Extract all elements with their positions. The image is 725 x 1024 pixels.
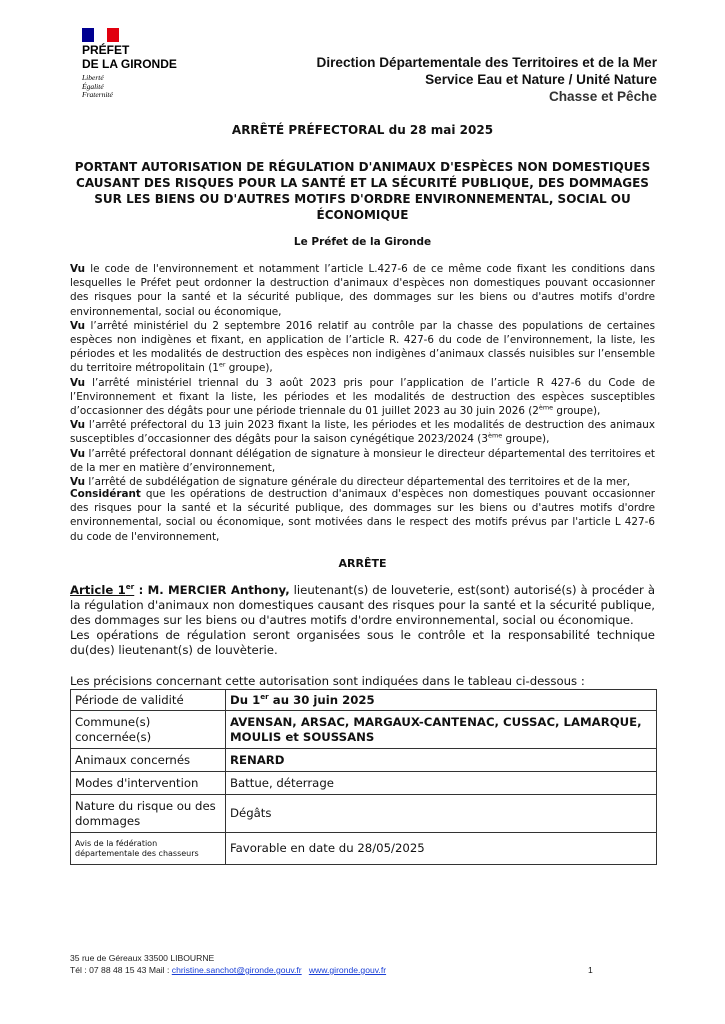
article-1-name: : M. MERCIER Anthony, (134, 583, 290, 597)
table-label: Période de validité (71, 690, 226, 711)
considerant-paragraph (70, 487, 655, 544)
vu-label: Vu (70, 263, 86, 275)
vu-text: l’arrêté préfectoral du 13 juin 2023 fixant la liste, les périodes et les modalités de destruction des animaux susceptibles d’occasionner des dégâts pour la saison cynégétique 2023/2024 (3 (70, 419, 655, 446)
table-row (71, 749, 657, 772)
prefecture-name: PRÉFET DE LA GIRONDE (82, 43, 177, 71)
table-value: Favorable en date du 28/05/2025 (226, 833, 657, 865)
vu-sup: er (218, 360, 226, 369)
table-value: Dégâts (226, 795, 657, 833)
vu-item (70, 319, 655, 376)
header-unit: Chasse et Pêche (548, 89, 657, 104)
article-1-paragraph-2: Les opérations de régulation seront organisées sous le contrôle et la responsabilité technique du(des) lieutenant(s) de louvèterie. (70, 628, 655, 657)
vu-item (70, 262, 655, 319)
republic-motto: Liberté Égalité Fraternité (82, 73, 113, 99)
header-service: Service Eau et Nature / Unité Nature (425, 72, 657, 87)
vu-label: Vu (70, 447, 86, 460)
footer-email-link[interactable]: christine.sanchot@gironde.gouv.fr (171, 965, 302, 975)
flag-white (94, 28, 106, 42)
vu-text: l’arrêté ministériel triennal du 3 août 2023 pris pour l’application de l’article R 427-6 du Code de l’Environnement et fixant la liste, les périodes et les modalités de destruction des espèces susceptibles d’occasionner des dégâts pour une période triennale du 01 juillet 2023 au 30 juin 2026 (2 (70, 376, 655, 418)
vu-label: Vu (70, 376, 86, 389)
vu-label: Vu (70, 419, 86, 432)
vu-sup: ème (538, 403, 554, 412)
table-value: RENARD (226, 749, 657, 772)
vu-text: groupe), (502, 433, 550, 446)
table-label: Animaux concernés (71, 749, 226, 772)
table-row (71, 772, 657, 795)
vu-text: groupe), (553, 405, 601, 418)
table-label: Modes d'intervention (71, 772, 226, 795)
vu-text: l’arrêté préfectoral donnant délégation de signature à monsieur le directeur départemental des territoires et de la mer en matière d’environnement, (70, 447, 655, 474)
vu-label: Vu (70, 319, 86, 332)
vu-text: le code de l'environnement et notamment l’article L.427-6 de ce même code fixant les conditions dans lesquelles le Préfet peut ordonner la destruction d'animaux d'espèces non domestiques pouvant occasionner des risques pour la santé et la sécurité publique, des dommages sur les biens ou d'autres motifs d'ordre environnemental, social ou économique, (70, 263, 655, 318)
vu-section (70, 262, 655, 489)
article-1-label: Article 1er (70, 582, 135, 597)
vu-item (70, 447, 655, 475)
portant-title: PORTANT AUTORISATION DE RÉGULATION D'ANIMAUX D'ESPÈCES NON DOMESTIQUES CAUSANT DES RISQUES POUR LA SANTÉ ET LA SÉCURITÉ PUBLIQUE, DES DOMMAGES SUR LES BIENS OU D'AUTRES MOTIFS D'ORDRE ENVIRONNEMENTAL, SOCIAL OU ÉCONOMIQUE (74, 160, 651, 222)
vu-item (70, 418, 655, 446)
vu-text: groupe), (225, 362, 273, 375)
authorization-table (70, 689, 657, 865)
article-1 (70, 583, 655, 658)
arrete-title: ARRÊTÉ PRÉFECTORAL du 28 mai 2025 (231, 123, 494, 137)
table-row (71, 690, 657, 711)
article-1-text: lieutenant(s) de louveterie, est(sont) autorisé(s) à procéder à la régulation d'animaux non domestiques causant des risques pour la santé et la sécurité publique, des dommages sur les biens ou d'autres motifs d'ordre environnemental, social ou économique. (70, 583, 655, 627)
footer-tel: Tél : 07 88 48 15 43 Mail : (70, 965, 172, 975)
table-row (71, 795, 657, 833)
vu-label: Vu (70, 476, 86, 489)
arrete-heading: ARRÊTE (338, 557, 387, 570)
table-label: Commune(s) concernée(s) (71, 711, 226, 749)
prefet-heading: Le Préfet de la Gironde (293, 236, 432, 248)
footer-address: 35 rue de Géreaux 33500 LIBOURNE (70, 953, 215, 963)
flag-blue (82, 28, 94, 42)
vu-sup: ème (487, 431, 503, 440)
table-intro: Les précisions concernant cette autorisation sont indiquées dans le tableau ci-dessous : (70, 674, 585, 688)
vu-text: l’arrêté ministériel du 2 septembre 2016 relatif au contrôle par la chasse des populations de certaines espèces non indigènes et fixant, en application de l’article R. 427-6 du code de l’environnement, la liste, les périodes et les modalités de destruction des espèces non indigènes d’animaux classés nuisibles sur l’ensemble du territoire métropolitain (1 (70, 319, 655, 375)
table-value: AVENSAN, ARSAC, MARGAUX-CANTENAC, CUSSAC, LAMARQUE, MOULIS et SOUSSANS (226, 711, 657, 749)
vu-text: l’arrêté de subdélégation de signature générale du directeur départemental des territoires et de la mer, (85, 476, 631, 489)
table-value: Battue, déterrage (226, 772, 657, 795)
considerant-text: que les opérations de destruction d'animaux d'espèces non domestiques pouvant occasionner des risques pour la santé et la sécurité publique, des dommages sur les biens ou d'autres motifs d'ordre environnemental, social ou économique, sont motivées dans le respect des motifs prévus par l'article L 427-6 du code de l'environnement, (70, 488, 655, 543)
header-direction: Direction Départementale des Territoires et de la Mer (316, 55, 657, 70)
republique-flag-icon (82, 28, 119, 42)
table-label: Avis de la fédération départementale des chasseurs (71, 833, 226, 865)
footer-website-link[interactable]: www.gironde.gouv.fr (308, 965, 387, 975)
table-label: Nature du risque ou des dommages (71, 795, 226, 833)
footer-contact (70, 965, 386, 975)
table-value: Du 1er au 30 juin 2025 (226, 690, 657, 711)
considerant-label: Considérant (70, 488, 141, 500)
flag-red (107, 28, 119, 42)
table-row (71, 711, 657, 749)
vu-item (70, 376, 655, 419)
table-row (71, 833, 657, 865)
page-number: 1 (588, 965, 593, 975)
article-1-paragraph (70, 583, 655, 628)
